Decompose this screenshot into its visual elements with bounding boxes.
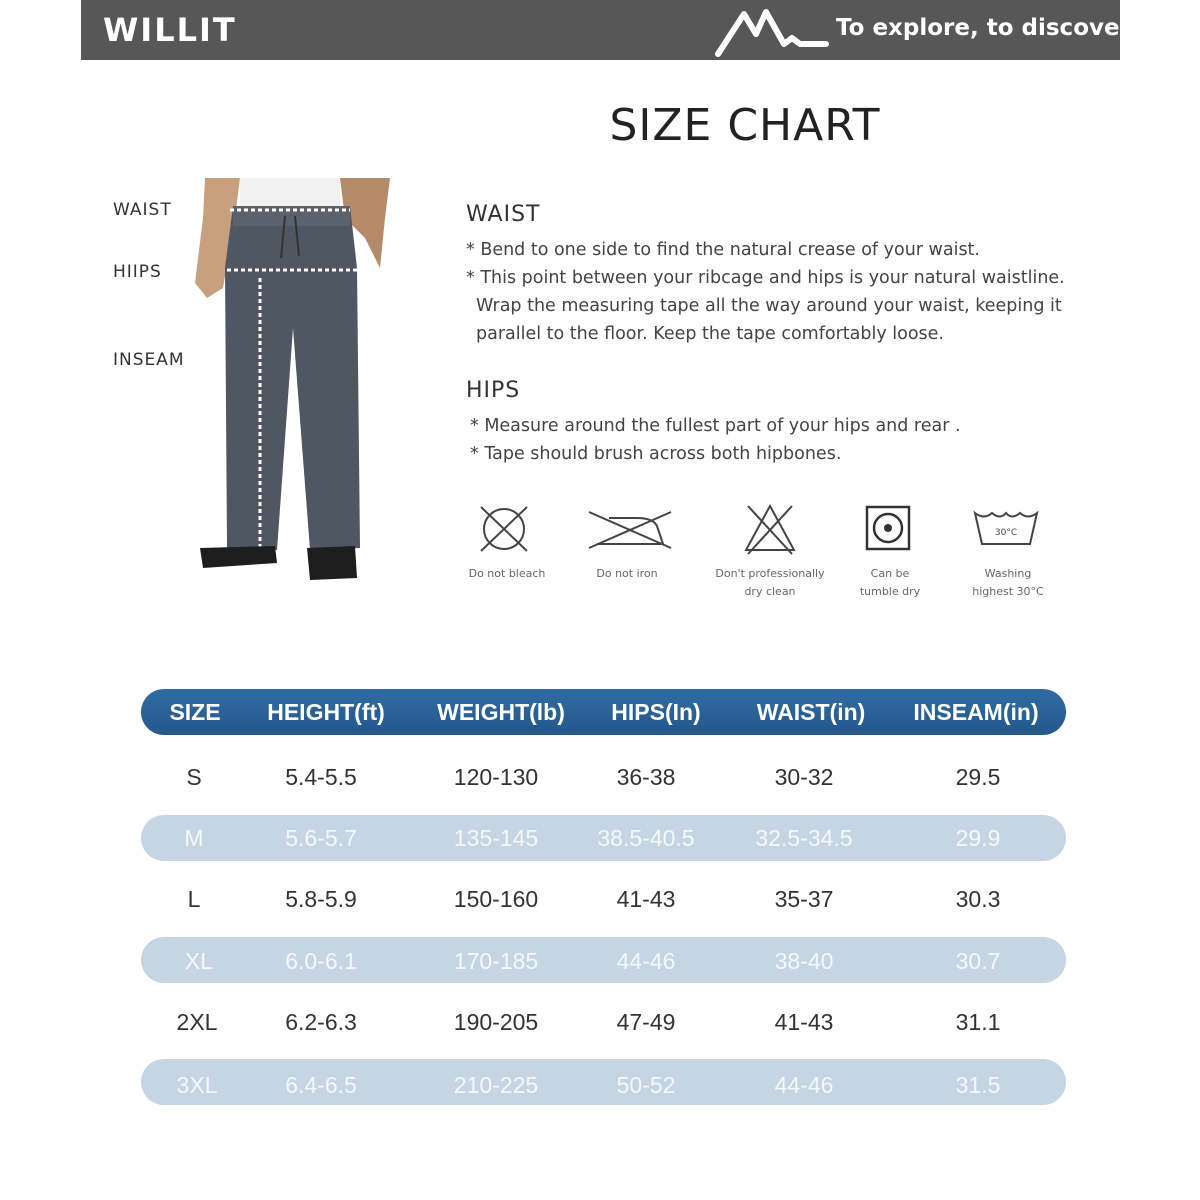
hips-line-1: * Measure around the fullest part of your hips and rear . (470, 416, 961, 436)
cell-2xl-weight: 190-205 (453, 1009, 539, 1035)
figure-label-waist: WAIST (113, 200, 172, 220)
cell-3xl-size: 3XL (176, 1072, 218, 1098)
cell-3xl-hips: 50-52 (616, 1072, 676, 1098)
care-label-dry-clean: Don't professionally dry clean (715, 567, 825, 598)
cell-l-hips: 41-43 (616, 886, 676, 912)
cell-m-hips: 38.5-40.5 (597, 825, 695, 851)
hips-heading: HIPS (466, 378, 521, 403)
cell-3xl-waist: 44-46 (774, 1072, 834, 1098)
cell-3xl-inseam: 31.5 (955, 1072, 1001, 1098)
care-label-wash: Washing highest 30°C (972, 567, 1044, 598)
tumble-dry-icon (864, 504, 912, 552)
wash-temp-label: 30°C (994, 528, 1018, 538)
cell-xl-size: XL (184, 948, 214, 974)
cell-s-size: S (186, 764, 202, 790)
figure-label-inseam: INSEAM (113, 350, 185, 370)
cell-s-inseam: 29.5 (955, 764, 1001, 790)
figure-label-hips: HIIPS (113, 262, 162, 282)
cell-xl-waist: 38-40 (774, 948, 834, 974)
col-header-inseam: INSEAM(in) (913, 699, 1039, 725)
cell-l-weight: 150-160 (453, 886, 539, 912)
cell-3xl-height: 6.4-6.5 (285, 1072, 357, 1098)
cell-2xl-height: 6.2-6.3 (285, 1009, 357, 1035)
cell-s-weight: 120-130 (453, 764, 539, 790)
cell-s-height: 5.4-5.5 (285, 764, 357, 790)
do-not-dry-clean-icon (742, 502, 798, 556)
waist-line-2: * This point between your ribcage and hips is your natural waistline. (466, 268, 1065, 288)
waist-line-4: parallel to the floor. Keep the tape comfortably loose. (476, 324, 944, 344)
brand-name: WILLIT (103, 11, 237, 49)
do-not-bleach-icon (477, 503, 531, 555)
cell-s-hips: 36-38 (616, 764, 676, 790)
col-header-size: SIZE (169, 699, 221, 725)
waist-heading: WAIST (466, 202, 541, 227)
cell-m-inseam: 29.9 (955, 825, 1001, 851)
col-header-waist: WAIST(in) (756, 699, 866, 725)
waist-line-3: Wrap the measuring tape all the way around your waist, keeping it (476, 296, 1062, 316)
care-label-iron: Do not iron (596, 567, 658, 580)
col-header-height: HEIGHT(ft) (267, 699, 385, 725)
col-header-hips: HIPS(In) (611, 699, 701, 725)
brand-header (81, 0, 1131, 60)
care-label-bleach: Do not bleach (468, 567, 546, 580)
cell-m-waist: 32.5-34.5 (755, 825, 853, 851)
care-label-tumble-dry: Can be tumble dry (859, 567, 921, 598)
cell-2xl-hips: 47-49 (616, 1009, 676, 1035)
cell-l-height: 5.8-5.9 (285, 886, 357, 912)
cell-s-waist: 30-32 (774, 764, 834, 790)
hips-line-2: * Tape should brush across both hipbones. (470, 444, 842, 464)
size-table-header (141, 689, 1066, 735)
cell-2xl-inseam: 31.1 (955, 1009, 1001, 1035)
cell-xl-inseam: 30.7 (955, 948, 1001, 974)
pants-model-figure (185, 178, 400, 588)
cell-m-size: M (184, 825, 204, 851)
cell-m-weight: 135-145 (453, 825, 539, 851)
cell-xl-height: 6.0-6.1 (285, 948, 357, 974)
cell-m-height: 5.6-5.7 (285, 825, 357, 851)
page-title: SIZE CHART (609, 100, 881, 151)
col-header-weight: WEIGHT(lb) (437, 699, 565, 725)
cell-3xl-weight: 210-225 (453, 1072, 539, 1098)
waist-line-1: * Bend to one side to find the natural crease of your waist. (466, 240, 980, 260)
cell-l-inseam: 30.3 (955, 886, 1001, 912)
do-not-iron-icon (587, 508, 673, 552)
cell-2xl-size: 2XL (176, 1009, 218, 1035)
cell-l-size: L (187, 886, 201, 912)
cell-l-waist: 35-37 (774, 886, 834, 912)
cell-xl-weight: 170-185 (453, 948, 539, 974)
slogan: To explore, to discover (836, 15, 1131, 41)
mountain-logo-icon (714, 4, 829, 58)
wash-30-icon (972, 508, 1040, 548)
cell-xl-hips: 44-46 (616, 948, 676, 974)
cell-2xl-waist: 41-43 (774, 1009, 834, 1035)
